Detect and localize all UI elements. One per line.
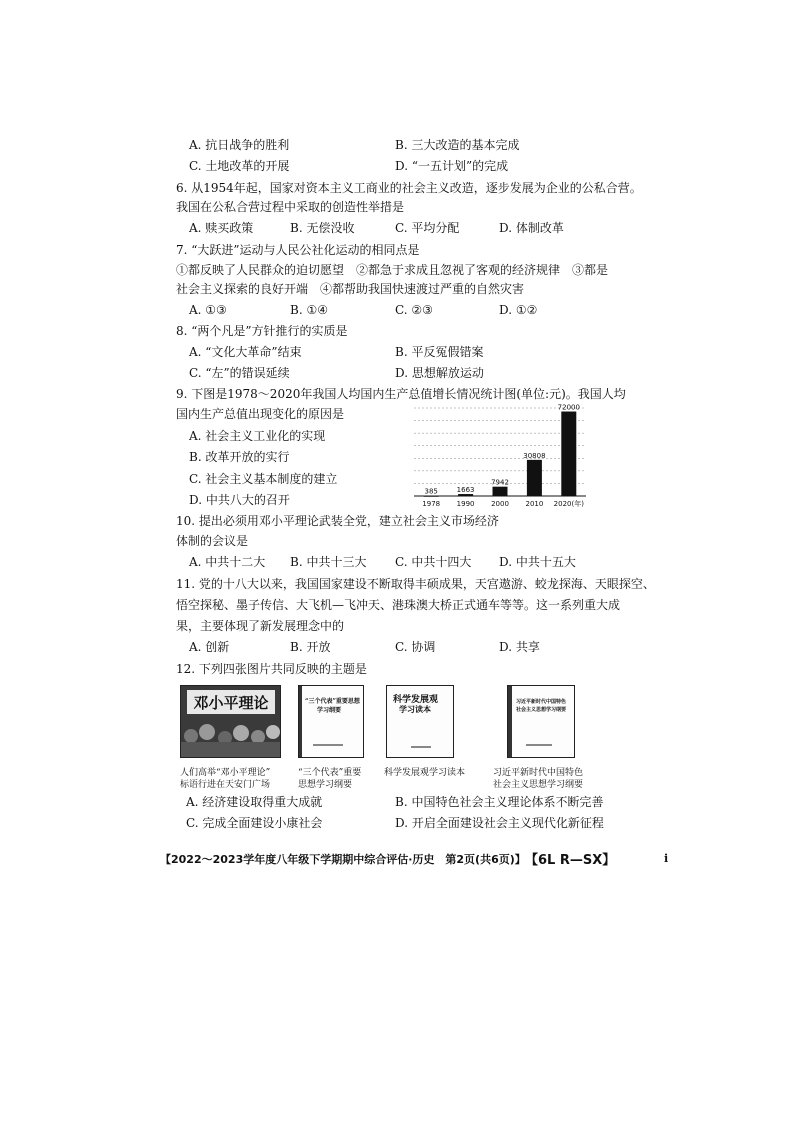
q6-stem-line1: 6. 从1954年起，国家对资本主义工商业的社会主义改造，逐步发展为企业的公私合营。 bbox=[176, 181, 642, 195]
q11-stem-line3: 果，主要体现了新发展理念中的 bbox=[176, 619, 345, 633]
chart-value-label-4: 72000 bbox=[557, 403, 580, 412]
q8-option-d: D. 思想解放运动 bbox=[395, 366, 484, 380]
q7-option-a: A. ①③ bbox=[189, 303, 227, 317]
q6-option-b: B. 无偿没收 bbox=[290, 221, 355, 235]
q10-option-b: B. 中共十三大 bbox=[290, 555, 367, 569]
page-footer: 【2022～2023学年度八年级下学期期中综合评估·历史 第2页(共6页)】 bbox=[160, 853, 526, 866]
q8-option-b: B. 平反冤假错案 bbox=[395, 345, 484, 359]
chart-value-label-2: 7942 bbox=[491, 478, 509, 487]
q9-option-b: B. 改革开放的实行 bbox=[189, 450, 290, 464]
chart-tick-label-2: 2000 bbox=[491, 500, 509, 508]
q11-option-a: A. 创新 bbox=[189, 640, 230, 654]
crowd-illustration bbox=[181, 686, 280, 757]
photo-banner-text: 邓小平理论 bbox=[193, 694, 269, 712]
q6-option-c: C. 平均分配 bbox=[395, 221, 460, 235]
q11-stem-line1: 11. 党的十八大以来，我国国家建设不断取得丰硕成果，天宫遨游、蛟龙探海、天眼探空、 bbox=[176, 577, 655, 591]
q10-stem-line2: 体制的会议是 bbox=[176, 534, 249, 548]
chart-value-label-0: 385 bbox=[424, 487, 438, 496]
book2-title-line1: “三个代表”重要思想 bbox=[305, 698, 360, 705]
q7-option-d: D. ①② bbox=[499, 303, 538, 317]
photo-scientific-development-book-cover bbox=[386, 685, 454, 758]
gdp-per-capita-bar-chart bbox=[410, 402, 590, 514]
photo-three-represents-book-cover bbox=[298, 685, 364, 758]
photo-xi-thought-book-cover bbox=[507, 685, 575, 758]
book4-title-line2: 社会主义思想学习纲要 bbox=[516, 707, 567, 713]
exam-code: 【6L R—SX】 bbox=[525, 853, 616, 868]
q9-option-a: A. 社会主义工业化的实现 bbox=[189, 429, 326, 443]
photo3-caption-line1: 科学发展观学习读本 bbox=[384, 768, 466, 778]
chart-tick-label-0: 1978 bbox=[422, 500, 441, 508]
q6-stem-line2: 我国在公私合营过程中采取的创造性举措是 bbox=[176, 200, 405, 214]
q5-option-d: D. “一五计划”的完成 bbox=[395, 159, 509, 173]
q9-stem-line1: 9. 下图是1978～2020年我国人均国内生产总值增长情况统计图(单位:元)。我国人均 bbox=[176, 387, 626, 401]
book2-title-line2: 学习纲要 bbox=[317, 707, 342, 714]
chart-value-label-1: 1663 bbox=[456, 486, 475, 495]
q10-option-c: C. 中共十四大 bbox=[395, 555, 472, 569]
chart-tick-label-4: 2020(年) bbox=[553, 500, 584, 508]
chart-value-label-3: 30808 bbox=[523, 451, 546, 460]
q7-stem-line3: 社会主义探索的良好开端 ④都帮助我国快速渡过严重的自然灾害 bbox=[176, 282, 525, 296]
q11-stem-line2: 悟空探秘、墨子传信、大飞机—飞冲天、港珠澳大桥正式通车等等。这一系列重大成 bbox=[176, 598, 621, 612]
q8-stem-line1: 8. “两个凡是”方针推行的实质是 bbox=[176, 324, 348, 338]
q12-option-d: D. 开启全面建设社会主义现代化新征程 bbox=[395, 816, 604, 830]
q8-option-c: C. “左”的错误延续 bbox=[189, 366, 290, 380]
chart-bar-2 bbox=[493, 487, 508, 496]
q8-option-a: A. “文化大革命”结束 bbox=[189, 345, 302, 359]
q7-option-c: C. ②③ bbox=[395, 303, 433, 317]
q10-option-a: A. 中共十二大 bbox=[189, 555, 266, 569]
book3-title-line2: 学习读本 bbox=[399, 704, 431, 714]
q5-option-c: C. 土地改革的开展 bbox=[189, 159, 290, 173]
photo2-caption-line2: 思想学习纲要 bbox=[298, 780, 353, 790]
chart-tick-label-3: 2010 bbox=[525, 500, 544, 508]
q6-option-a: A. 赎买政策 bbox=[189, 221, 254, 235]
book3-title-line1: 科学发展观 bbox=[393, 695, 439, 705]
q11-option-c: C. 协调 bbox=[395, 640, 436, 654]
photo2-caption-line1: “三个代表”重要 bbox=[298, 768, 362, 778]
q6-option-d: D. 体制改革 bbox=[499, 221, 564, 235]
chart-bar-4 bbox=[561, 412, 576, 496]
q12-option-a: A. 经济建设取得重大成就 bbox=[186, 795, 323, 809]
photo4-caption-line2: 社会主义思想学习纲要 bbox=[493, 780, 584, 790]
photo4-caption-line1: 习近平新时代中国特色 bbox=[493, 768, 584, 778]
q9-option-c: C. 社会主义基本制度的建立 bbox=[189, 472, 338, 486]
book4-title-line1: 习近平新时代中国特色 bbox=[516, 699, 567, 705]
q5-option-b: B. 三大改造的基本完成 bbox=[395, 138, 520, 152]
q9-stem-line2: 国内生产总值出现变化的原因是 bbox=[176, 407, 345, 421]
photo1-caption-line1: 人们高举“邓小平理论” bbox=[180, 768, 271, 778]
q5-option-a: A. 抗日战争的胜利 bbox=[189, 138, 290, 152]
q7-stem-line2: ①都反映了人民群众的迫切愿望 ②都急于求成且忽视了客观的经济规律 ③都是 bbox=[176, 263, 609, 277]
q7-stem-line1: 7. “大跃进”运动与人民公社化运动的相同点是 bbox=[176, 243, 420, 257]
chart-bar-0 bbox=[424, 496, 439, 497]
q11-option-d: D. 共享 bbox=[499, 640, 540, 654]
q12-option-c: C. 完成全面建设小康社会 bbox=[186, 816, 323, 830]
chart-bar-3 bbox=[527, 460, 542, 496]
edge-mark: i bbox=[664, 852, 669, 865]
q7-option-b: B. ①④ bbox=[290, 303, 328, 317]
q12-stem-line1: 12. 下列四张图片共同反映的主题是 bbox=[176, 662, 367, 676]
chart-bar-1 bbox=[458, 494, 473, 496]
photo-deng-xiaoping-theory-parade bbox=[180, 685, 281, 758]
chart-tick-label-1: 1990 bbox=[456, 500, 475, 508]
q9-option-d: D. 中共八大的召开 bbox=[189, 493, 290, 507]
q12-option-b: B. 中国特色社会主义理论体系不断完善 bbox=[395, 795, 604, 809]
photo1-caption-line2: 标语行进在天安门广场 bbox=[180, 780, 271, 790]
q10-stem-line1: 10. 提出必须用邓小平理论武装全党，建立社会主义市场经济 bbox=[176, 514, 499, 528]
q10-option-d: D. 中共十五大 bbox=[499, 555, 576, 569]
q11-option-b: B. 开放 bbox=[290, 640, 331, 654]
